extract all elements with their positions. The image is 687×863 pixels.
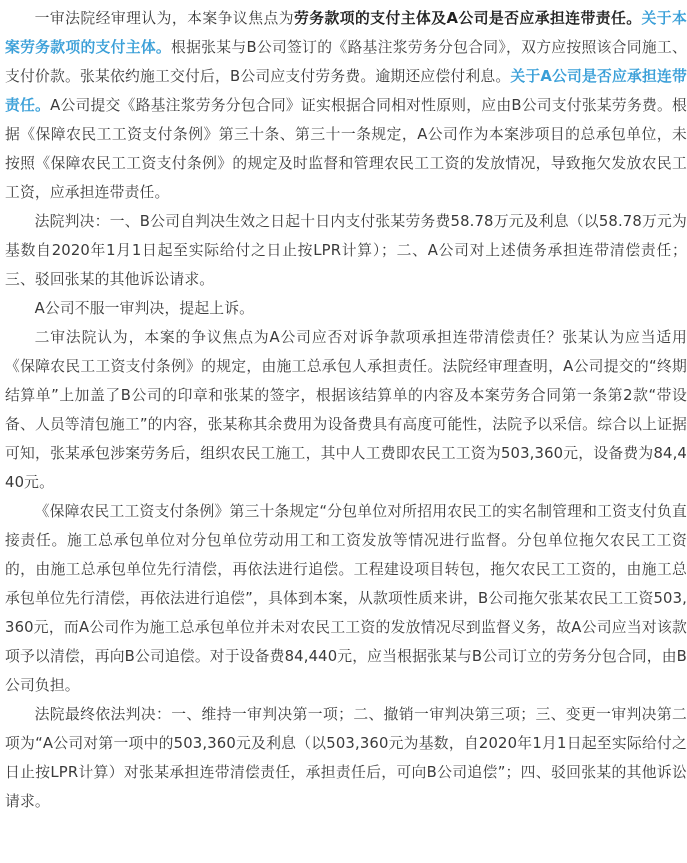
paragraph-appeal bbox=[5, 294, 687, 323]
section-heading-joint-liability: 关于A公司是否应承担连带责任。 bbox=[5, 68, 687, 114]
paragraph-first-instance-opinion bbox=[5, 4, 687, 207]
section-heading-payer: 关于本案劳务款项的支付主体。 bbox=[5, 10, 687, 56]
text-segment: 法院最终依法判决：一、维持一审判决第一项；二、撤销一审判决第三项；三、变更一审判决第二项为“A公司对第一项中的503,360元及利息（以503,360元为基数，自2020年1月1日起至实际给付之日止按LPR计算）对张某承担连带清偿责任，承担责任后，可向B公司追偿”；四、驳回张某的其他诉讼请求。 bbox=[5, 706, 687, 810]
paragraph-final-judgment bbox=[5, 700, 687, 816]
text-segment: 《保障农民工工资支付条例》第三十条规定“分包单位对所招用农民工的实名制管理和工资支付负直接责任。施工总承包单位对分包单位劳动用工和工资发放等情况进行监督。分包单位拖欠农民工工资的，由施工总承包单位先行清偿，再依法进行追偿。工程建设项目转包，拖欠农民工工资的，由施工总承包单位先行清偿，再依法进行追偿”，具体到本案，从款项性质来讲，B公司拖欠张某农民工工资503,360元，而A公司作为施工总承包单位并未对农民工工资的发放情况尽到监督义务，故A公司应当对该款项予以清偿，再向B公司追偿。对于设备费84,440元，应当根据张某与B公司订立的劳务分包合同，由B公司负担。 bbox=[5, 503, 687, 694]
text-segment: 二审法院认为，本案的争议焦点为A公司应否对诉争款项承担连带清偿责任？张某认为应当适用《保障农民工工资支付条例》的规定，由施工总承包人承担责任。法院经审理查明，A公司提交的“终期结算单”上加盖了B公司的印章和张某的签字，根据该结算单的内容及本案劳务合同第一条第2款“带设备、人员等清包施工”的内容，张某称其余费用为设备费具有高度可能性，法院予以采信。综合以上证据可知，张某承包涉案劳务后，组织农民工施工，其中人工费即农民工工资为503,360元，设备费为84,440元。 bbox=[5, 329, 687, 491]
text-segment: 根据张某与B公司签订的《路基注浆劳务分包合同》，双方应按照该合同施工、支付价款。张某依约施工交付后，B公司应支付劳务费。逾期还应偿付利息。 bbox=[5, 39, 687, 85]
text-segment: 法院判决：一、B公司自判决生效之日起十日内支付张某劳务费58.78万元及利息（以58.78万元为基数自2020年1月1日起至实际给付之日止按LPR计算）；二、A公司对上述债务承担连带清偿责任；三、驳回张某的其他诉讼请求。 bbox=[5, 213, 687, 288]
text-segment: A公司提交《路基注浆劳务分包合同》证实根据合同相对性原则，应由B公司支付张某劳务费。根据《保障农民工工资支付条例》第三十条、第三十一条规定，A公司作为本案涉项目的总承包单位，未按照《保障农民工工资支付条例》的规定及时监督和管理农民工工资的发放情况，导致拖欠发放农民工工资，应承担连带责任。 bbox=[5, 97, 687, 201]
dispute-focus-bold: 劳务款项的支付主体及A公司是否应承担连带责任。 bbox=[293, 10, 642, 27]
paragraph-regulation-analysis bbox=[5, 497, 687, 700]
text-segment: A公司不服一审判决，提起上诉。 bbox=[34, 300, 255, 317]
paragraph-first-instance-judgment bbox=[5, 207, 687, 294]
text-segment: 一审法院经审理认为，本案争议焦点为 bbox=[34, 10, 294, 27]
paragraph-second-instance-opinion bbox=[5, 323, 687, 497]
